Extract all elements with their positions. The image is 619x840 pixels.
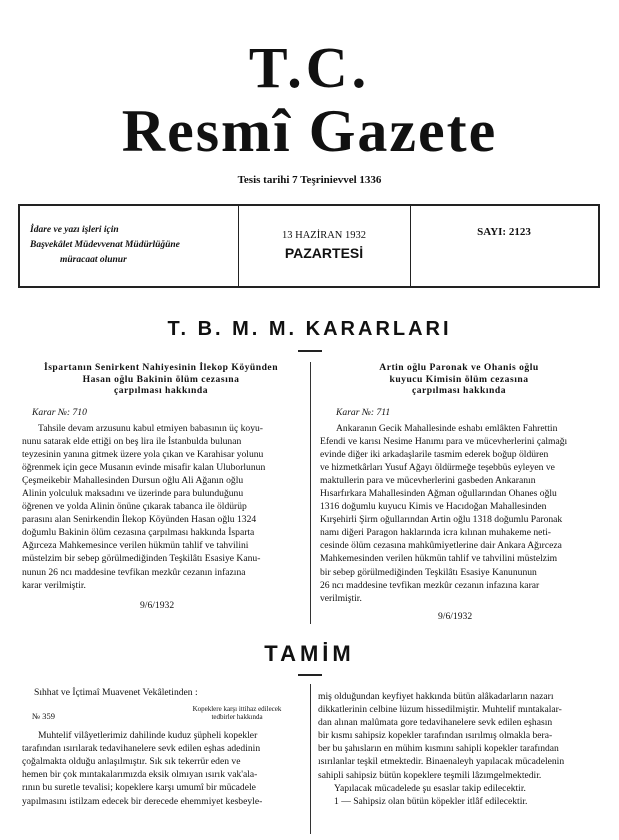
- issue-day: PAZARTESİ: [284, 245, 364, 261]
- decision-number: Karar №: 711: [336, 406, 391, 418]
- body-line: 26 ncı maddesine tevfikan mezkûr cezanın infazına karar: [320, 579, 540, 591]
- body-line: teyzesinin yanına gitmek üzere yola çıkan ve Karahisar yolunu: [22, 448, 264, 460]
- circular-left: [22, 686, 302, 808]
- column-rule: [310, 362, 311, 624]
- circular-right: [318, 690, 602, 808]
- decision-title-line: çarpılması hakkında: [411, 385, 506, 396]
- decision-date: 9/6/1932: [140, 599, 175, 611]
- body-line: cesinde ölüm cezasına mahkûmiyetlerine dair Ankara Ağırceza: [320, 540, 562, 552]
- decision-body: [22, 422, 300, 592]
- decision-body: [320, 422, 598, 605]
- masthead-title: Resmî Gazete: [121, 98, 498, 164]
- body-line: doğumlu Bakinin ölüm cezasına çarpılması hakkında İsparta: [22, 527, 255, 539]
- circular-subject: [162, 705, 312, 721]
- decision-number: Karar №: 710: [32, 406, 87, 418]
- body-line: bir sebep görülmediğinden Teşkilâtı Esasiye Kanununun: [320, 566, 537, 578]
- body-line: dan alınan malûmata gore tedavihanelere sevk edilen eşhasın: [318, 717, 553, 729]
- body-line: Ankaranın Gecik Mahallesinde eshabı emlâkten Fahrettin: [336, 422, 558, 434]
- body-line: Hısarfırkara Mahallesinden Ağman oğullarından Ohanes oğlu: [320, 487, 557, 499]
- body-line: Efendi ve karısı Nesime Hanımı para ve mücevherlerini çalmağı: [320, 435, 568, 447]
- measures-intro: Yapılacak mücadelede şu esaslar takip edilecektir.: [334, 782, 526, 794]
- masthead-tc: T.C.: [248, 35, 371, 100]
- body-line: sahipli sahipsiz bütün kopeklere teşmili lâzımgelmektedir.: [318, 769, 542, 781]
- admin-line-2: Başvekâlet Müdevvenat Müdürlüğüne: [30, 240, 180, 250]
- decision-title-line: İspartanın Senirkent Nahiyesinin İlekop Köyünden: [43, 362, 279, 373]
- body-line: maktullerin para ve mücevherlerini gasbeden Ankaranın: [320, 474, 536, 486]
- decision-title-line: Hasan oğlu Bakinin ölüm cezasına: [82, 373, 240, 385]
- measure-1: 1 — Sahipsiz olan bütün köpekler itlâf edilecektir.: [334, 795, 528, 807]
- header-box: [18, 204, 600, 288]
- body-line: rının bu suretle tevalisi; kopeklere karşı umumî bir mücadele: [22, 782, 256, 794]
- body-line: öğrenmek için gece Musanın evinde misafir kalan Uluborlunun: [22, 461, 266, 473]
- subject-line: Kopeklere karşı ittihaz edilecek: [192, 705, 282, 714]
- body-line: karar verilmiştir.: [22, 579, 86, 591]
- body-line: müstelzim bir sebep görülmediğinden Teşkilâtı Esasiye Kanu-: [22, 553, 261, 565]
- issue-number-cell: [410, 206, 598, 286]
- body-line: Mahkemesinden verilen hükmün tahlif ve tahvilini müstelzim: [320, 553, 558, 565]
- section-divider: [298, 350, 322, 352]
- body-line: nunu satarak elde ettiği on beş lira ile İstanbulda bulunan: [22, 435, 242, 447]
- body-line: Ağırceza Mahkemesince verilen hükmün tahlif ve tahvilini: [22, 540, 249, 552]
- body-line: ve hizmetkârları Yusuf Ağayı öldürmeğe teşebbüs eyleyen ve: [320, 461, 555, 473]
- body-line: Tahsile devam arzusunu kabul etmiyen babasının üç koyu-: [38, 422, 263, 434]
- issue-date-cell: [238, 206, 411, 286]
- section-divider: [298, 674, 322, 676]
- body-line: ber bu şahısların en mühim kısmını sahipli kopekler tarafından: [318, 743, 559, 755]
- circular-number: № 359: [32, 711, 55, 722]
- body-line: çoğalmakta olduğu anlaşılmıştır. Sık sık tekerrür eden ve: [22, 756, 241, 768]
- body-line: Muhtelif vilâyetlerimiz dahilinde kuduz şüpheli kopekler: [38, 730, 258, 742]
- circular-from: Sıhhat ve İçtimaî Muavenet Vekâletinden :: [34, 687, 198, 698]
- admin-line-1: İdare ve yazı işleri için: [30, 225, 119, 235]
- circular-meta: [22, 701, 302, 725]
- body-line: hemen bir çok mıntakalarımızda eksik olmıyan ısırık vak'ala-: [22, 769, 258, 781]
- body-line: parasını alan Senirkendin İlekop Köyünden Hasan oğlu 1324: [22, 514, 257, 526]
- section-title-kararlar: T. B. M. M. KARARLARI: [167, 318, 452, 340]
- body-line: 1316 doğumlu kuyucu Kimis ve Hacıdoğan Mahallesinden: [320, 501, 547, 513]
- body-line: namı diğeri Paragon haklarında icra kılınan muhakeme neti-: [320, 527, 551, 539]
- decision-title-line: Artin oğlu Paronak ve Ohanis oğlu: [379, 362, 539, 373]
- body-line: dikkatlerinin celbine lüzum hissedilmiştir. Muhtelif mıntakalar-: [318, 704, 562, 716]
- circular-body: [22, 729, 302, 808]
- body-line: evinde diğer iki arkadaşlarile tasmim ederek boğup öldüren: [320, 448, 549, 460]
- body-line: öğrenen ve yolda Alinin önüne çıkarak tabanca ile öldürüp: [22, 501, 247, 513]
- body-line: Kırşehirli Şirm oğullarından Artin oğlu 1318 doğumlu Paronak: [320, 514, 563, 526]
- body-line: tarafından ısırılarak tedavihanelere sevk edilen eşhas adedinin: [22, 743, 261, 755]
- body-line: bir kısmı sahipsiz kopekler tarafından ısırılmış olmakla bera-: [318, 730, 553, 742]
- body-line: yapılmasını istilzam edecek bir derecede ehemmiyet kesbeyle-: [22, 795, 263, 807]
- body-line: Alinin yolculuk maksadını ve üzerinde para bulunduğunu: [22, 487, 244, 499]
- subject-line: tedbirler hakkında: [211, 713, 263, 722]
- body-line: nunun 26 ncı maddesine tevfikan mezkûr cezanın infazına: [22, 566, 246, 578]
- decision-711: [320, 362, 598, 622]
- established-date: Tesis tarihi 7 Teşrinievvel 1336: [237, 174, 382, 186]
- decision-710: [22, 362, 300, 611]
- decision-title-line: çarpılması hakkında: [113, 385, 208, 396]
- admin-info: [20, 206, 239, 286]
- body-line: Çeşmeikebir Mahallesinden Dursun oğlu Ali Ağanın oğlu: [22, 474, 244, 486]
- issue-date: 13 HAZİRAN 1932: [282, 230, 366, 241]
- body-line: miş olduğundan keyfiyet hakkında bütün alâkadarların nazarı: [318, 691, 554, 702]
- decision-title-line: kuyucu Kimisin ölüm cezasına: [389, 373, 529, 385]
- issue-number: SAYI: 2123: [477, 226, 531, 238]
- decision-date: 9/6/1932: [438, 610, 473, 622]
- admin-line-3: müracaat olunur: [60, 255, 127, 265]
- body-line: verilmiştir.: [320, 592, 362, 604]
- circular-body: [318, 690, 602, 808]
- body-line: ısırılanlar teşkil etmektedir. Binaenaleyh yapılacak mücadelenin: [318, 756, 565, 768]
- section-title-tamim: TAMİM: [264, 641, 355, 666]
